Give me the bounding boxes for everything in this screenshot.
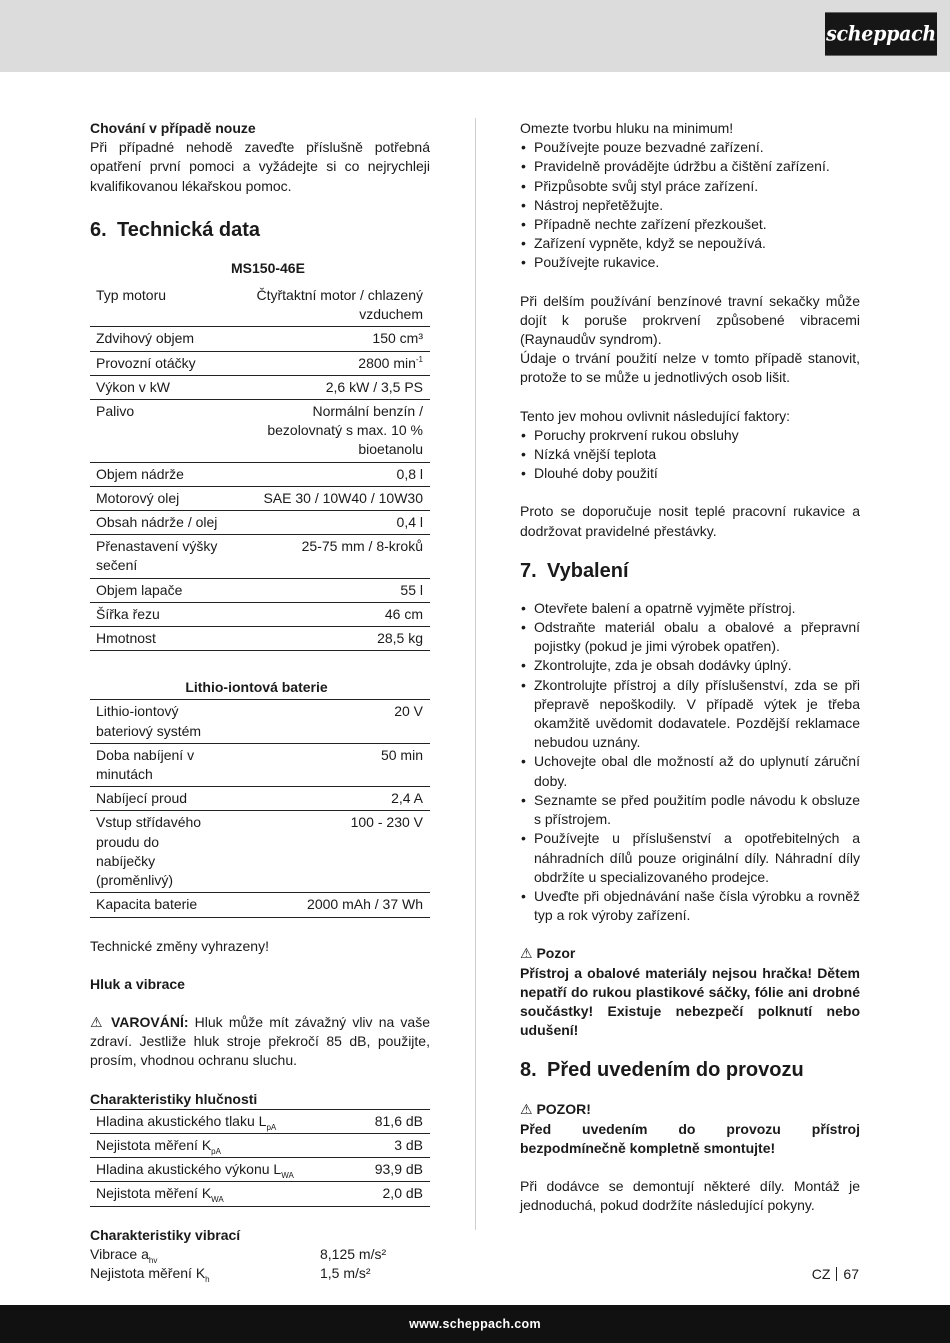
spec-key: Provozní otáčky bbox=[90, 351, 231, 375]
spec-row bbox=[90, 400, 430, 463]
spec-value-text: 150 cm³ bbox=[372, 330, 423, 347]
battery-value: 100 - 230 V bbox=[221, 811, 430, 893]
vibration-paragraph-1: Při delším používání benzínové travní sekačky může dojít k poruše prokrvení způsobené vibracemi (Raynaudův syndrom). bbox=[520, 292, 860, 348]
vibration-values bbox=[90, 1245, 430, 1283]
spec-key: Hmotnost bbox=[90, 627, 231, 651]
list-item: • Otevřete balení a opatrně vyjměte přístroj. bbox=[520, 599, 860, 618]
spec-value bbox=[231, 462, 430, 486]
noise-key-subscript: WA bbox=[211, 1195, 224, 1205]
spec-value-text: 55 l bbox=[400, 581, 423, 598]
noise-intro: Omezte tvorbu hluku na minimum! bbox=[520, 120, 734, 136]
vibration-value: 1,5 m/s² bbox=[320, 1264, 371, 1281]
spec-value bbox=[231, 578, 430, 602]
spec-row bbox=[90, 375, 430, 399]
list-item: • Uchovejte obal dle možností až do uplynutí záruční doby. bbox=[520, 752, 860, 790]
spec-row bbox=[90, 284, 430, 327]
noise-value: 3 dB bbox=[353, 1133, 430, 1157]
spec-key: Objem nádrže bbox=[90, 462, 231, 486]
noise-key bbox=[90, 1182, 353, 1206]
spec-row bbox=[90, 351, 430, 375]
spec-value bbox=[231, 535, 430, 578]
caution2-title: POZOR! bbox=[536, 1101, 591, 1118]
list-item: • Používejte u příslušenství a opotřebitelných a náhradních dílů pouze originální díly. Náhradní díly obdržíte u specializovaného prodejce. bbox=[520, 829, 860, 887]
spec-value bbox=[231, 375, 430, 399]
noise-key-text: Hladina akustického výkonu L bbox=[96, 1161, 282, 1178]
spec-row bbox=[90, 327, 430, 351]
spec-key: Výkon v kW bbox=[90, 375, 231, 399]
spec-row bbox=[90, 462, 430, 486]
section-6-heading bbox=[90, 217, 430, 243]
spec-table bbox=[90, 257, 430, 651]
list-item: • Pravidelně provádějte údržbu a čištění zařízení. bbox=[520, 157, 860, 176]
list-item: • Dlouhé doby použití bbox=[520, 464, 860, 483]
vibration-key-text: Vibrace a bbox=[90, 1245, 149, 1262]
spec-value bbox=[231, 627, 430, 651]
caution-title: Pozor bbox=[536, 945, 576, 962]
battery-value: 2,4 A bbox=[221, 787, 430, 811]
caution2-heading bbox=[520, 1100, 860, 1119]
battery-table bbox=[90, 676, 430, 917]
noise-row bbox=[90, 1133, 430, 1157]
spec-value-text: 2800 min bbox=[358, 354, 416, 371]
caution-text: Přístroj a obalové materiály nejsou hračka! Dětem nepatří do rukou plastikové sáčky, fólie ani drobné součástky! Existuje nebezpečí polknutí nebo udušení! bbox=[520, 964, 860, 1039]
list-item: • Nízká vnější teplota bbox=[520, 445, 860, 464]
spec-key: Přenastavení výšky sečení bbox=[90, 535, 231, 578]
vibration-key-subscript: hv bbox=[148, 1255, 158, 1265]
battery-value: 2000 mAh / 37 Wh bbox=[221, 893, 430, 917]
vibration-key bbox=[90, 1264, 320, 1283]
warning-text: Hluk může mít závažný vliv na vaše zdraví. Jestliže hluk stroje překročí 85 dB, použijte, prosím, vhodnou ochranu sluchu. bbox=[90, 1013, 430, 1069]
noise-table bbox=[90, 1109, 430, 1207]
noise-reduction-list bbox=[520, 138, 860, 272]
spec-header-row bbox=[90, 257, 430, 284]
battery-row bbox=[90, 811, 430, 893]
list-item: • Používejte pouze bezvadné zařízení. bbox=[520, 138, 860, 157]
spec-value bbox=[231, 511, 430, 535]
spec-value-text: SAE 30 / 10W40 / 10W30 bbox=[263, 489, 423, 506]
section-number: 7. bbox=[520, 559, 537, 582]
noise-key bbox=[90, 1109, 353, 1133]
spec-key: Typ motoru bbox=[90, 284, 231, 327]
spec-key: Zdvihový objem bbox=[90, 327, 231, 351]
emergency-text: Při případné nehodě zaveďte příslušně potřebná opatření první pomoci a vyžádejte si co nejrychleji kvalifikovanou lékařskou pomoc. bbox=[90, 139, 430, 194]
spec-value bbox=[231, 602, 430, 626]
gloves-paragraph: Proto se doporučuje nosit teplé pracovní rukavice a dodržovat pravidelné přestávky. bbox=[520, 503, 860, 539]
noise-key-subscript: pA bbox=[211, 1146, 221, 1156]
noise-row bbox=[90, 1158, 430, 1182]
header-bar bbox=[0, 0, 950, 72]
website-link[interactable]: www.scheppach.com bbox=[409, 1317, 541, 1331]
spec-value-text: 2,6 kW / 3,5 PS bbox=[325, 378, 423, 395]
spec-value bbox=[231, 284, 430, 327]
noise-key-text: Nejistota měření K bbox=[96, 1136, 212, 1153]
column-divider bbox=[475, 118, 476, 1230]
page-separator bbox=[836, 1267, 837, 1281]
section-title: Vybalení bbox=[547, 559, 629, 582]
factors-list bbox=[520, 426, 860, 484]
noise-value: 93,9 dB bbox=[353, 1158, 430, 1182]
spec-row bbox=[90, 627, 430, 651]
spec-row bbox=[90, 602, 430, 626]
noise-key bbox=[90, 1133, 353, 1157]
noise-key-text: Nejistota měření K bbox=[96, 1185, 212, 1202]
list-item: • Seznamte se před použitím podle návodu k obsluze s přístrojem. bbox=[520, 791, 860, 829]
right-column bbox=[520, 119, 860, 1215]
list-item: • Odstraňte materiál obalu a obalové a přepravní pojistky (pokud je jimi výrobek opatřen). bbox=[520, 618, 860, 656]
spec-value bbox=[231, 400, 430, 463]
vibration-row bbox=[90, 1264, 430, 1283]
battery-header-row bbox=[90, 676, 430, 700]
list-item: • Uveďte při objednávání naše čísla výrobku a rovněž typ a rok výroby zařízení. bbox=[520, 887, 860, 925]
vibration-key-text: Nejistota měření K bbox=[90, 1264, 206, 1281]
emergency-title: Chování v případě nouze bbox=[90, 120, 256, 136]
list-item: • Případně nechte zařízení přezkoušet. bbox=[520, 215, 860, 234]
spec-value-exponent: -1 bbox=[415, 354, 423, 364]
list-item: • Zkontrolujte, zda je obsah dodávky úplný. bbox=[520, 656, 860, 675]
spec-value-text: Normální benzín / bezolovnatý s max. 10 % bioetanolu bbox=[267, 403, 423, 458]
vibration-row bbox=[90, 1245, 430, 1264]
list-item: • Používejte rukavice. bbox=[520, 253, 860, 272]
battery-key: Lithio-iontový bateriový systém bbox=[90, 700, 221, 743]
spec-value-text: 25-75 mm / 8-kroků bbox=[301, 538, 423, 555]
list-item: • Přizpůsobte svůj styl práce zařízení. bbox=[520, 177, 860, 196]
vibration-key-subscript: h bbox=[205, 1274, 210, 1284]
scheppach-logo: scheppach bbox=[825, 12, 937, 55]
section-number: 6. bbox=[90, 218, 107, 241]
vibration-characteristics-title: Charakteristiky vibrací bbox=[90, 1226, 241, 1243]
section-number: 8. bbox=[520, 1059, 537, 1082]
battery-row bbox=[90, 787, 430, 811]
model-label: MS150-46E bbox=[231, 259, 305, 276]
section-8-heading bbox=[520, 1057, 860, 1083]
section-title: Technická data bbox=[117, 218, 261, 241]
battery-row bbox=[90, 893, 430, 917]
spec-value bbox=[231, 327, 430, 351]
battery-row bbox=[90, 743, 430, 786]
battery-row bbox=[90, 700, 430, 743]
list-item: • Poruchy prokrvení rukou obsluhy bbox=[520, 426, 860, 445]
caution2-text: Před uvedením do provozu přístroj bezpodmínečně kompletně smontujte! bbox=[520, 1120, 860, 1156]
battery-key: Nabíjecí proud bbox=[90, 787, 221, 811]
tech-changes-note: Technické změny vyhrazeny! bbox=[90, 937, 269, 954]
spec-row bbox=[90, 535, 430, 578]
footer-bar bbox=[0, 1305, 950, 1343]
spec-value-text: 46 cm bbox=[384, 605, 423, 622]
noise-key bbox=[90, 1158, 353, 1182]
list-item: • Zkontrolujte přístroj a díly příslušenství, zda se při přepravě nepoškodily. V případě výtek je třeba okamžitě uvědomit dodavatele. Pozdější reklamace nebudou uznány. bbox=[520, 676, 860, 753]
spec-value-text: 28,5 kg bbox=[377, 630, 423, 647]
noise-vibration-title: Hluk a vibrace bbox=[90, 975, 185, 992]
warning-paragraph bbox=[90, 1013, 430, 1071]
spec-row bbox=[90, 578, 430, 602]
spec-row bbox=[90, 511, 430, 535]
spec-value-text: 0,8 l bbox=[396, 465, 423, 482]
list-item: • Zařízení vypněte, když se nepoužívá. bbox=[520, 234, 860, 253]
spec-key: Objem lapače bbox=[90, 578, 231, 602]
left-column bbox=[90, 119, 430, 1283]
battery-key: Vstup střídavého proudu do nabíječky (proměnlivý) bbox=[90, 811, 221, 893]
noise-characteristics-title: Charakteristiky hlučnosti bbox=[90, 1090, 258, 1107]
noise-value: 2,0 dB bbox=[353, 1182, 430, 1206]
noise-row bbox=[90, 1182, 430, 1206]
battery-title: Lithio-iontová baterie bbox=[90, 676, 430, 700]
warning-icon: ⚠ bbox=[520, 945, 533, 962]
section-title: Před uvedením do provozu bbox=[547, 1059, 804, 1082]
battery-key: Kapacita baterie bbox=[90, 893, 221, 917]
spec-key: Obsah nádrže / olej bbox=[90, 511, 231, 535]
battery-key: Doba nabíjení v minutách bbox=[90, 743, 221, 786]
spec-value-text: 0,4 l bbox=[396, 514, 423, 531]
caution-heading bbox=[520, 944, 860, 963]
page-number bbox=[812, 1265, 859, 1284]
unpacking-list bbox=[520, 599, 860, 925]
noise-value: 81,6 dB bbox=[353, 1109, 430, 1133]
battery-value: 50 min bbox=[221, 743, 430, 786]
spec-key: Motorový olej bbox=[90, 486, 231, 510]
warning-icon: ⚠ bbox=[90, 1013, 105, 1030]
spec-value-text: Čtyřtaktní motor / chlazený vzduchem bbox=[256, 287, 423, 323]
spec-value bbox=[231, 486, 430, 510]
assembly-paragraph: Při dodávce se demontují některé díly. Montáž je jednoduchá, pokud dodržíte následující pokyny. bbox=[520, 1177, 860, 1214]
list-item: • Nástroj nepřetěžujte. bbox=[520, 196, 860, 215]
spec-key: Šířka řezu bbox=[90, 602, 231, 626]
noise-key-subscript: WA bbox=[281, 1171, 294, 1181]
warning-label: VAROVÁNÍ: bbox=[110, 1013, 189, 1030]
vibration-value: 8,125 m/s² bbox=[320, 1245, 387, 1262]
language-code: CZ bbox=[811, 1266, 831, 1282]
noise-key-subscript: pA bbox=[266, 1122, 277, 1132]
spec-value bbox=[231, 351, 430, 375]
battery-value: 20 V bbox=[221, 700, 430, 743]
factors-intro: Tento jev mohou ovlivnit následující faktory: bbox=[520, 407, 791, 424]
warning-icon: ⚠ bbox=[520, 1101, 533, 1118]
vibration-key bbox=[90, 1245, 320, 1264]
noise-row bbox=[90, 1109, 430, 1133]
spec-key: Palivo bbox=[90, 400, 231, 463]
spec-row bbox=[90, 486, 430, 510]
noise-key-text: Hladina akustického tlaku L bbox=[96, 1112, 267, 1129]
page-number-value: 67 bbox=[843, 1266, 859, 1282]
vibration-paragraph-2: Údaje o trvání použití nelze v tomto případě stanovit, protože to se může u jednotlivých osob lišit. bbox=[520, 350, 860, 386]
section-7-heading bbox=[520, 558, 860, 584]
